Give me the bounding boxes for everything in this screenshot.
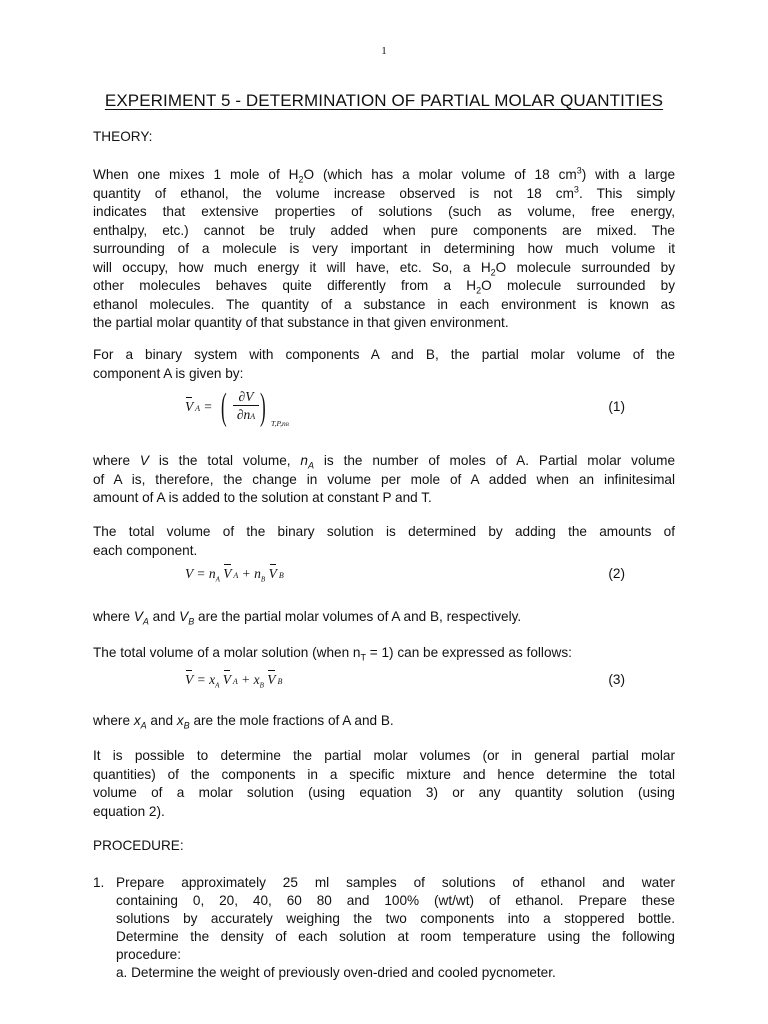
procedure-item-1a: a. Determine the weight of previously oven-dried and cooled pycnometer. (116, 965, 556, 980)
equation-1: V A = ( $\frac{\partial V}{\partial nA}$ ) T,P,nB (1) (185, 386, 625, 428)
binary-line-2: component A is given by: (93, 365, 244, 381)
eq1-denominator: ∂nA (236, 407, 256, 422)
total-line-2: each component. (93, 542, 198, 558)
eq2-expression: $V = n_A$ V $A + n_B$ V B (185, 566, 284, 584)
title-text: EXPERIMENT 5 - DETERMINATION OF PARTIAL MOLAR QUANTITIES (104, 91, 664, 110)
molar-paragraph (93, 644, 675, 663)
eq1-left-paren: ( (221, 386, 227, 428)
theory-line-6: will occupy, how much energy it will have, etc. So, a $H_2O$ molecule surrounded by (93, 259, 676, 278)
theory-line-3: indicates that extensive properties of solutions (such as volume, free energy, (93, 204, 675, 219)
possible-line-1: It is possible to determine the partial molar volumes (or in general partial molar (93, 748, 675, 763)
procedure-heading: PROCEDURE: (93, 838, 184, 853)
eq1-lhs-sub: A (195, 404, 200, 413)
where2-paragraph (93, 608, 675, 627)
total-paragraph (93, 523, 675, 560)
eq3-number: (3) (608, 672, 625, 687)
eq1-right-paren: ) (260, 386, 266, 428)
equation-2 (185, 566, 625, 588)
where1-paragraph (93, 452, 675, 508)
eq1-condition: T,P,nB (271, 419, 289, 428)
binary-line-1: For a binary system with components A and B, the partial molar volume of the (93, 347, 675, 362)
procedure-item-1-line-4: Determine the density of each solution at room temperature using the following (116, 929, 675, 944)
theory-line-9: the partial molar quantity of that substance in that given environment. (93, 315, 509, 330)
binary-paragraph (93, 346, 675, 383)
possible-paragraph (93, 747, 675, 821)
theory-line-4: enthalpy, etc.) cannot be truly added when pure components are mixed. The (93, 222, 675, 238)
equation-3 (185, 672, 625, 694)
where1-line-1: where V is the total volume, $n_A$ is the number of moles of A. Partial molar volume (93, 453, 675, 471)
procedure-item-1-line-1: Prepare approximately 25 ml samples of solutions of ethanol and water (116, 875, 675, 890)
theory-line-7: other molecules behaves quite differently from a $H_2O$ molecule surrounded by (93, 278, 675, 296)
page-number: 1 (381, 45, 387, 57)
molar-line: The total volume of a molar solution (when $n_T = 1$) can be expressed as follows: (93, 645, 572, 663)
eq1-numerator: ∂V (233, 389, 259, 406)
procedure-item-1 (116, 874, 675, 982)
possible-line-4: equation 2). (93, 803, 165, 819)
possible-line-2: quantities) of the components in a specific mixture and hence determine the total (93, 766, 675, 782)
theory-line-2: quantity of ethanol, the volume increase observed is not 18 $cm^3$. This simply (93, 183, 675, 201)
total-line-1: The total volume of the binary solution is determined by adding the amounts of (93, 524, 675, 539)
where1-line-3: amount of A is added to the solution at constant P and T. (93, 490, 432, 505)
where2-line: where $V_A$ and $V_B$ are the partial molar volumes of A and B, respectively. (93, 609, 522, 627)
eq3-expression: $V = x_A$ V $A + x_B$ V B (185, 672, 283, 690)
procedure-item-1-line-2: containing 0, 20, 40, 60 80 and 100% (wt/wt) of ethanol. Prepare these (116, 893, 675, 908)
theory-line-1: When one mixes 1 mole of $H_2O$ (which has a molar volume of 18 $cm^3$) with a large (93, 165, 676, 185)
where1-line-2: of A is, therefore, the change in volume per mole of A added when an infinitesimal (93, 471, 675, 487)
eq1-fraction (233, 389, 259, 426)
where3-paragraph (93, 712, 675, 731)
theory-heading: THEORY: (93, 129, 153, 144)
procedure-list (93, 874, 675, 1014)
possible-line-3: volume of a molar solution (using equation 3) or any quantity solution (using (93, 785, 675, 800)
procedure-item-1-line-5: procedure: (116, 947, 181, 962)
theory-paragraph (93, 166, 675, 333)
eq1-number: (1) (608, 399, 625, 414)
theory-line-8: ethanol molecules. The quantity of a substance in each environment is known as (93, 296, 675, 312)
where3-line: where $x_A$ and $x_B$ are the mole fractions of A and B. (93, 713, 394, 731)
page-title (0, 91, 768, 111)
procedure-item-1-line-3: solutions by accurately weighing the two components into a stoppered bottle. (116, 911, 675, 926)
theory-line-5: surrounding of a molecule is very important in determining how much volume it (93, 241, 675, 256)
eq1-lhs: V (185, 399, 194, 414)
procedure-item-1-number: 1. (93, 875, 105, 890)
eq2-number: (2) (608, 566, 625, 581)
